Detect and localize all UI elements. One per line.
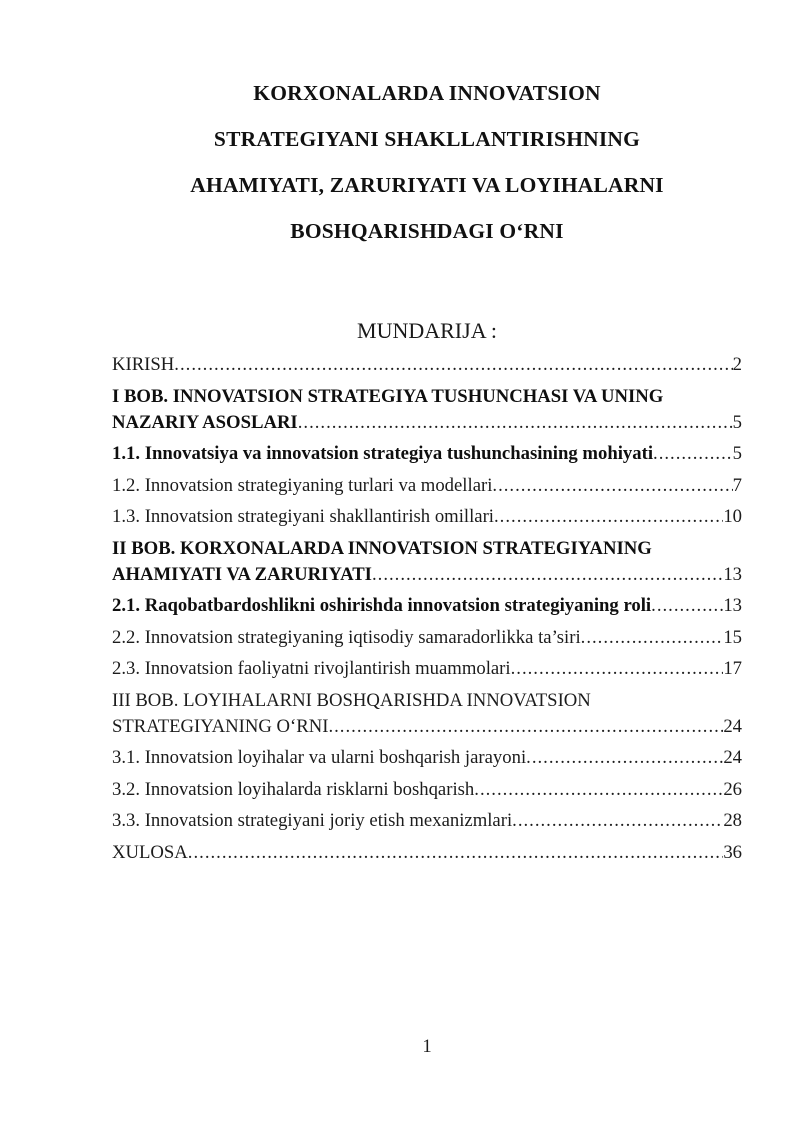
toc-entry-last-line xyxy=(112,625,742,651)
toc-entry[interactable] xyxy=(112,625,742,651)
toc-list xyxy=(112,352,742,866)
toc-entry-last-line xyxy=(112,562,742,588)
toc-entry-text: KIRISH xyxy=(112,354,175,375)
toc-entry-last-line xyxy=(112,777,742,803)
toc-dot-leader xyxy=(511,656,724,682)
toc-entry-last-line xyxy=(112,352,742,378)
toc-page-number: 24 xyxy=(723,715,742,737)
toc-dot-leader xyxy=(328,714,723,740)
document-title xyxy=(112,70,742,254)
toc-entry-text: 2.3. Innovatsion faoliyatni rivojlantirish muammolari xyxy=(112,658,511,679)
toc-entry-text: II BOB. KORXONALARDA INNOVATSION STRATEGIYANING xyxy=(112,537,652,559)
toc-dot-leader xyxy=(581,625,724,651)
toc-dot-leader xyxy=(512,808,723,834)
toc-entry-text: 2.2. Innovatsion strategiyaning iqtisodiy samaradorlikka ta’siri xyxy=(112,626,581,648)
toc-page-number: 10 xyxy=(723,506,742,527)
toc-entry-text: 3.3. Innovatsion strategiyani joriy etish mexanizmlari xyxy=(112,810,513,831)
toc-entry-last-line xyxy=(112,504,742,530)
toc-entry-text: 2.1. Raqobatbardoshlikni oshirishda innovatsion strategiyaning roli xyxy=(112,595,652,616)
toc-entry-last-line xyxy=(112,473,742,499)
toc-entry-last-line xyxy=(112,714,742,740)
toc-entry-text: XULOSA xyxy=(112,841,188,863)
toc-entry-text: STRATEGIYANING O‘RNI xyxy=(112,715,329,737)
toc-entry-last-line xyxy=(112,410,742,436)
toc-entry-text: 3.2. Innovatsion loyihalarda risklarni boshqarish xyxy=(112,778,475,800)
toc-heading: MUNDARIJA : xyxy=(357,318,497,343)
toc-page-number: 13 xyxy=(723,595,742,616)
toc-entry-last-line xyxy=(112,840,742,866)
toc-entry[interactable] xyxy=(112,352,742,378)
toc-entry-last-line xyxy=(112,656,742,682)
toc-entry[interactable] xyxy=(112,688,742,740)
toc-entry-last-line xyxy=(112,441,742,467)
toc-page-number: 5 xyxy=(732,411,742,433)
toc-page-number: 5 xyxy=(732,443,742,464)
toc-dot-leader xyxy=(174,352,732,378)
document-title-line: STRATEGIYANI SHAKLLANTIRISHNING xyxy=(213,127,641,151)
toc-entry-text: 3.1. Innovatsion loyihalar va ularni boshqarish jarayoni xyxy=(112,747,527,768)
toc-page-number: 15 xyxy=(723,626,742,648)
toc-page-number: 36 xyxy=(723,841,742,863)
toc-page-number: 17 xyxy=(723,658,742,679)
toc-entry-text: 1.3. Innovatsion strategiyani shakllantirish omillari xyxy=(112,506,494,527)
toc-dot-leader xyxy=(494,504,723,530)
toc-dot-leader xyxy=(651,593,723,619)
toc-entry-text: NAZARIY ASOSLARI xyxy=(112,411,298,433)
toc-entry-text: III BOB. LOYIHALARNI BOSHQARISHDA INNOVATSION xyxy=(112,689,591,711)
toc-dot-leader xyxy=(298,410,733,436)
toc-entry-last-line xyxy=(112,593,742,619)
document-title-line: AHAMIYATI, ZARURIYATI VA LOYIHALARNI xyxy=(190,173,664,197)
toc-entry[interactable] xyxy=(112,441,742,467)
toc-entry[interactable] xyxy=(112,536,742,588)
toc-entry[interactable] xyxy=(112,777,742,803)
toc-page-number: 2 xyxy=(732,354,742,375)
toc-entry-text: I BOB. INNOVATSION STRATEGIYA TUSHUNCHASI VA UNING xyxy=(112,385,664,407)
toc-entry[interactable] xyxy=(112,384,742,436)
document-title-line: BOSHQARISHDAGI O‘RNI xyxy=(290,219,564,243)
toc-dot-leader xyxy=(653,441,733,467)
toc-entry[interactable] xyxy=(112,745,742,771)
toc-entry-text: 1.1. Innovatsiya va innovatsion strategiya tushunchasining mohiyati xyxy=(112,443,654,464)
toc-entry[interactable] xyxy=(112,656,742,682)
toc-entry-last-line xyxy=(112,808,742,834)
toc-dot-leader xyxy=(492,473,732,499)
document-title-line: KORXONALARDA INNOVATSION xyxy=(253,81,601,105)
toc-entry-text: AHAMIYATI VA ZARURIYATI xyxy=(112,563,372,585)
toc-dot-leader xyxy=(188,840,724,866)
toc-page-number: 26 xyxy=(723,778,742,800)
document-content xyxy=(112,0,742,866)
toc-entry-text: 1.2. Innovatsion strategiyaning turlari va modellari xyxy=(112,474,493,496)
toc-dot-leader xyxy=(372,562,723,588)
toc-page-number: 28 xyxy=(723,810,742,831)
toc-page-number: 7 xyxy=(732,474,742,496)
toc-entry[interactable] xyxy=(112,808,742,834)
toc-page-number: 24 xyxy=(723,747,742,768)
toc-entry-last-line xyxy=(112,745,742,771)
page-number-footer: 1 xyxy=(422,1036,432,1057)
toc-dot-leader xyxy=(474,777,723,803)
toc-entry[interactable] xyxy=(112,504,742,530)
toc-entry[interactable] xyxy=(112,593,742,619)
toc-page-number: 13 xyxy=(723,563,742,585)
toc-dot-leader xyxy=(526,745,723,771)
toc-entry[interactable] xyxy=(112,473,742,499)
toc-entry[interactable] xyxy=(112,840,742,866)
